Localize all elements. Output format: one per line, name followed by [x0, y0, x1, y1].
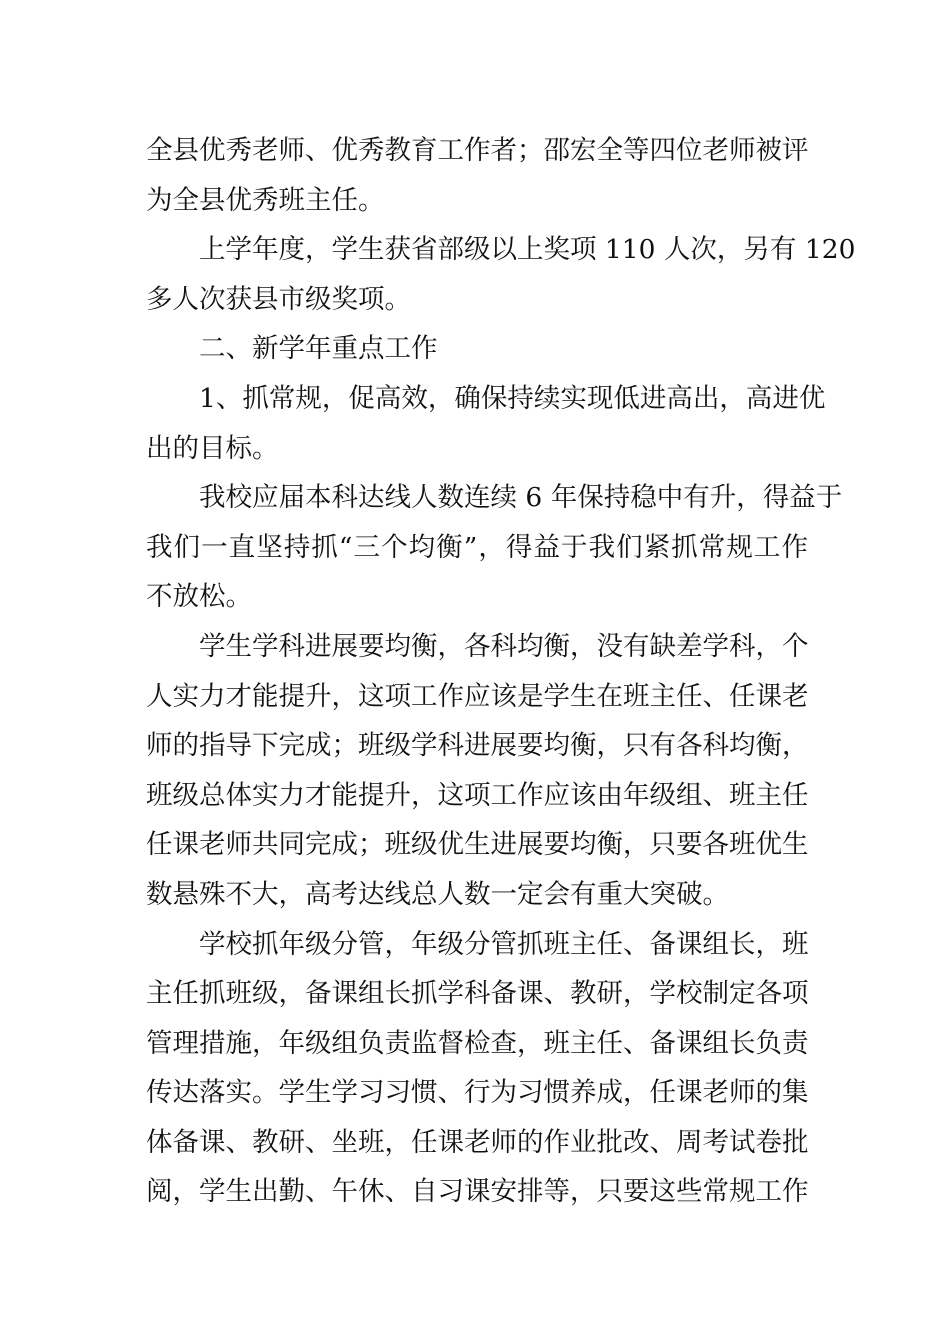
text-line: 我校应届本科达线人数连续 6 年保持稳中有升，得益于 [199, 482, 843, 514]
text-line: 传达落实。学生学习习惯、行为习惯养成，任课老师的集 [146, 1077, 809, 1109]
text-line: 人实力才能提升，这项工作应该是学生在班主任、任课老 [146, 680, 809, 712]
text-line: 班级总体实力才能提升，这项工作应该由年级组、班主任 [146, 779, 809, 811]
text-line: 师的指导下完成；班级学科进展要均衡，只有各科均衡， [146, 730, 809, 762]
text-line: 管理措施，年级组负责监督检查，班主任、备课组长负责 [146, 1027, 809, 1059]
paragraph [146, 473, 843, 622]
text-line: 不放松。 [146, 581, 252, 613]
text-line: 任课老师共同完成；班级优生进展要均衡，只要各班优生 [146, 829, 809, 861]
text-line: 学生学科进展要均衡，各科均衡，没有缺差学科，个 [199, 630, 809, 662]
paragraph [146, 374, 826, 473]
text-line: 学校抓年级分管，年级分管抓班主任、备课组长，班 [199, 928, 809, 960]
text-line: 主任抓班级，备课组长抓学科备课、教研，学校制定各项 [146, 978, 809, 1010]
document-body [146, 126, 856, 1217]
text-line: 1、抓常规，促高效，确保持续实现低进高出，高进优 [199, 382, 826, 414]
paragraph [146, 920, 808, 1218]
text-line: 多人次获县市级奖项。 [146, 283, 411, 315]
text-line: 阅，学生出勤、午休、自习课安排等，只要这些常规工作 [146, 1176, 809, 1208]
text-line: 为全县优秀班主任。 [146, 184, 385, 216]
text-line: 全县优秀老师、优秀教育工作者；邵宏全等四位老师被评 [146, 135, 809, 166]
paragraph [146, 126, 808, 225]
text-line: 二、新学年重点工作 [199, 333, 438, 365]
section-heading [146, 324, 808, 374]
text-line: 我们一直坚持抓“三个均衡”，得益于我们紧抓常规工作 [146, 531, 808, 563]
paragraph [146, 225, 856, 324]
text-line: 出的目标。 [146, 432, 279, 464]
text-line: 数悬殊不大，高考达线总人数一定会有重大突破。 [146, 878, 729, 910]
text-line: 体备课、教研、坐班，任课老师的作业批改、周考试卷批 [146, 1126, 809, 1158]
text-line: 上学年度，学生获省部级以上奖项 110 人次，另有 120 [199, 234, 856, 266]
paragraph [146, 622, 808, 920]
